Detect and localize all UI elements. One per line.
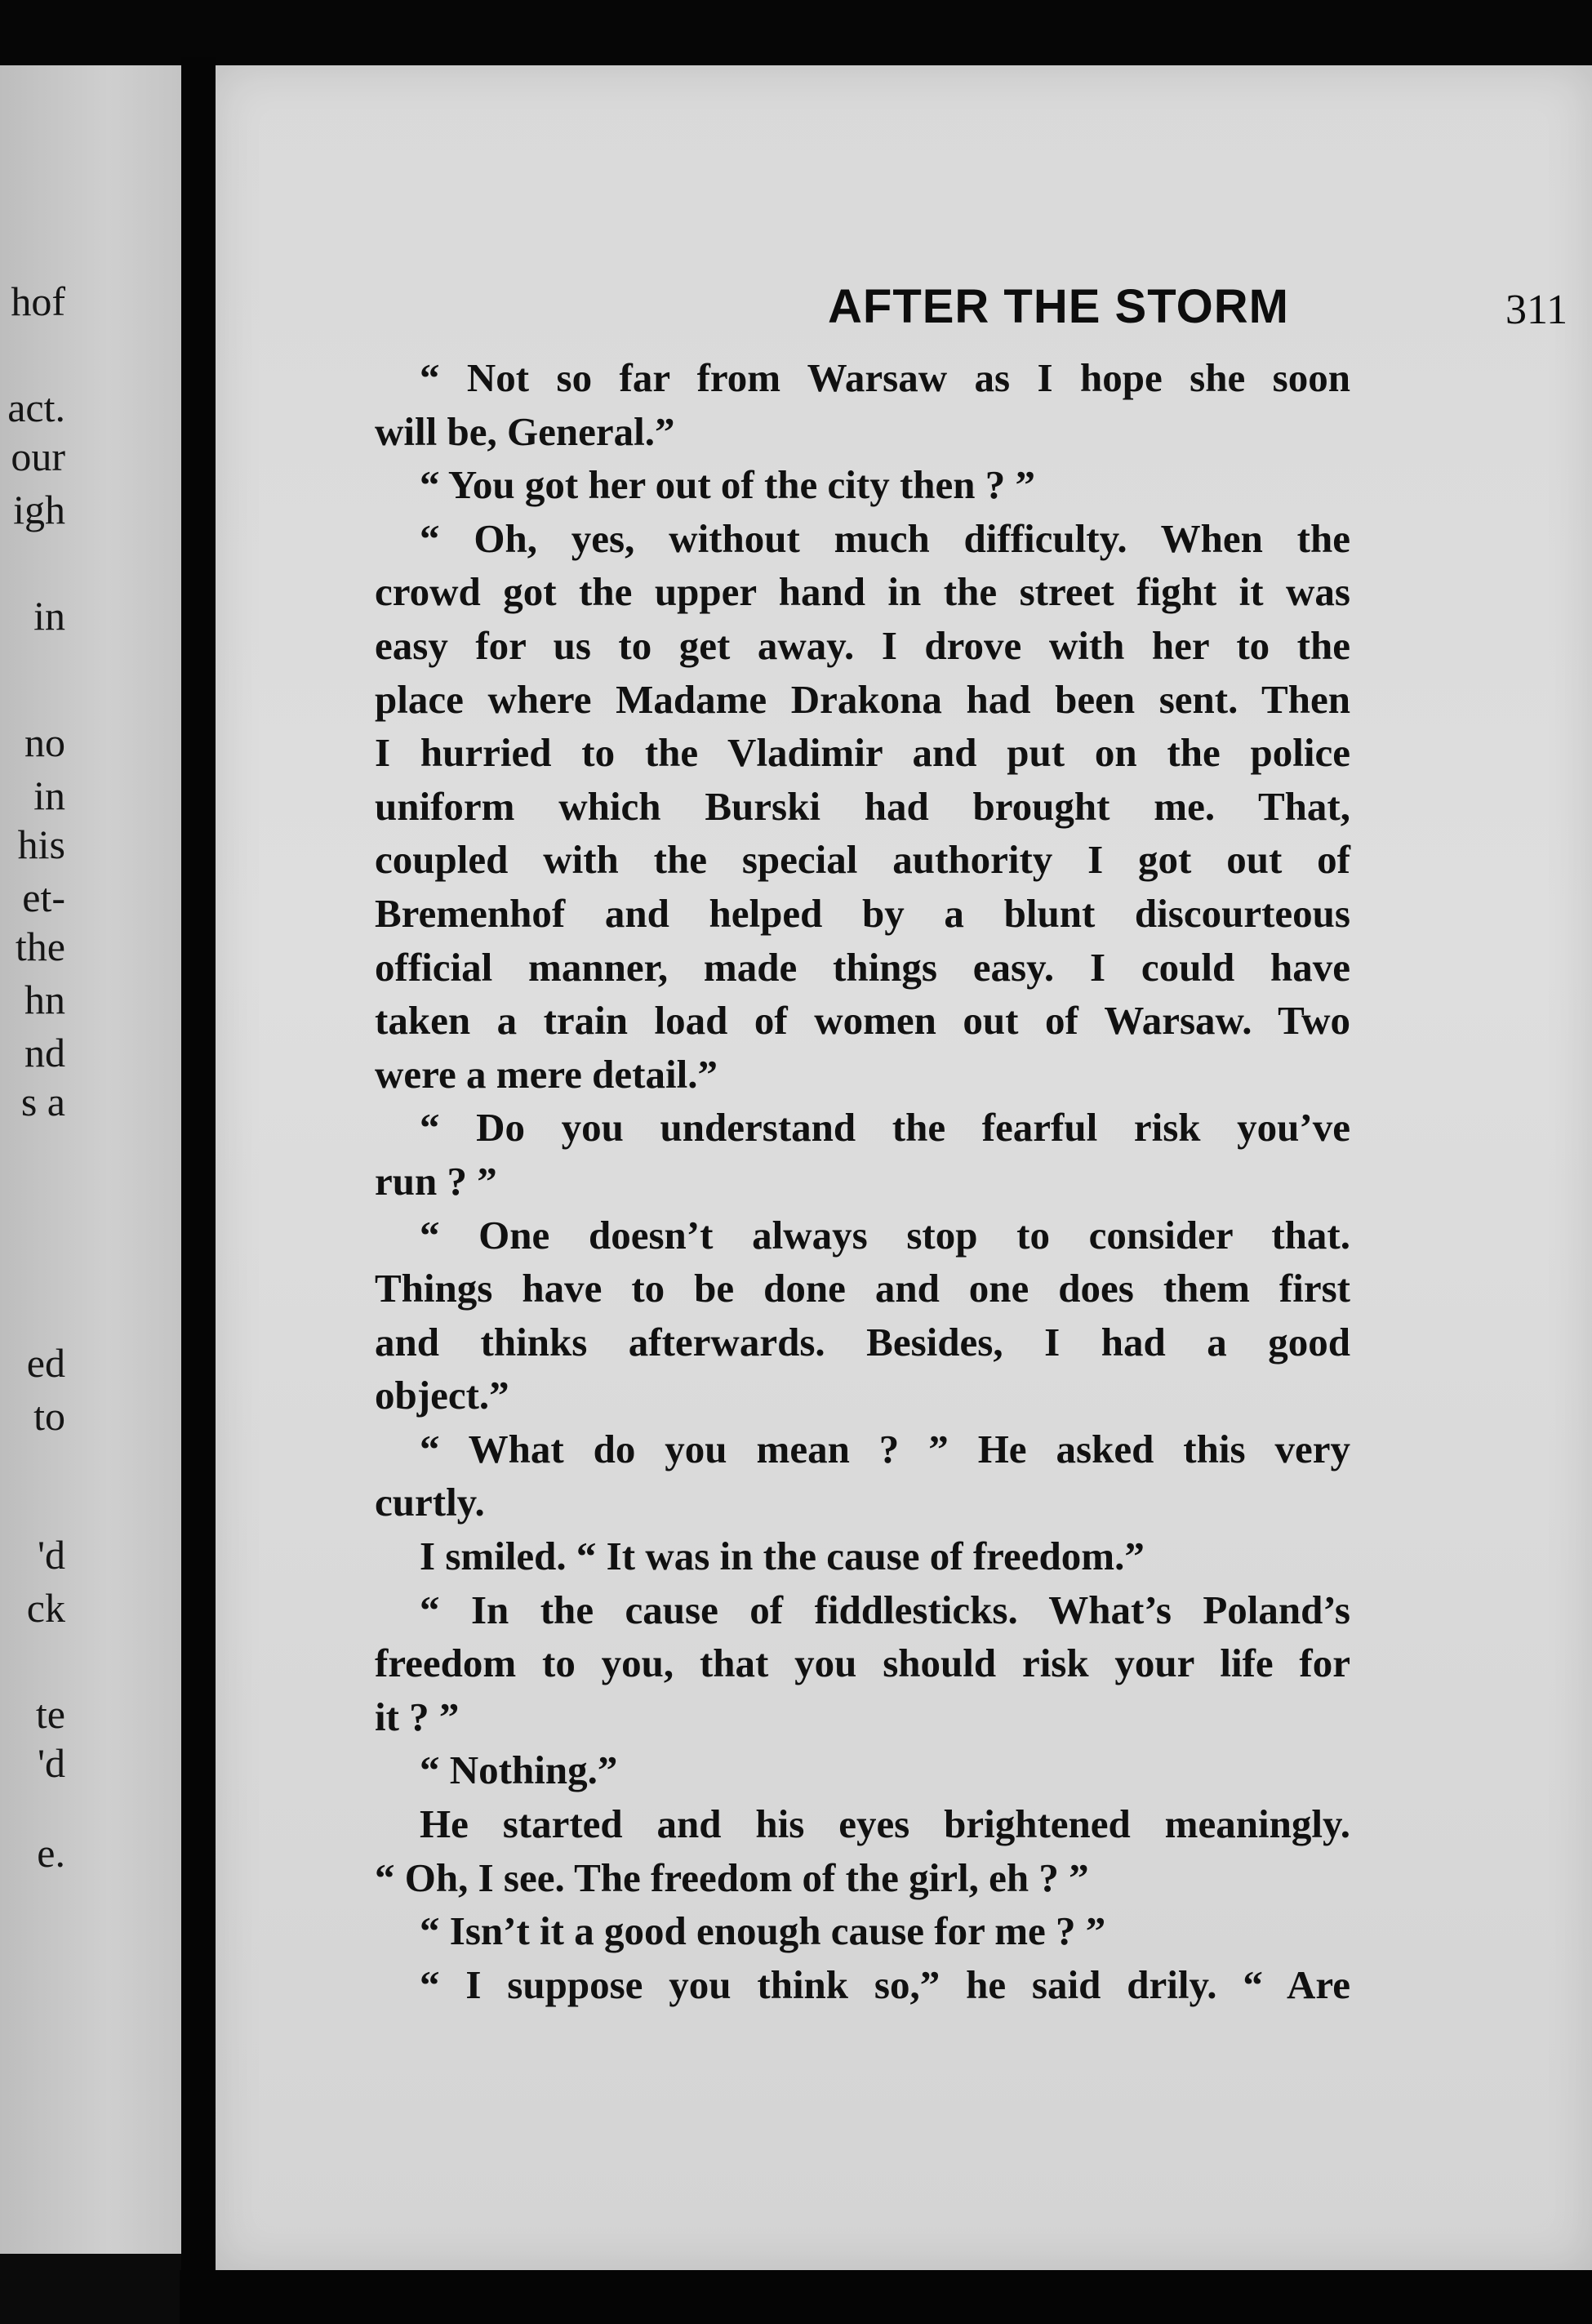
- text-line: “ What do you mean ? ” He asked this very: [420, 1426, 1350, 1471]
- text-line: and thinks afterwards. Besides, I had a good: [375, 1319, 1350, 1365]
- previous-page-fragment: his: [17, 821, 65, 867]
- previous-page-fragment: hof: [11, 278, 65, 324]
- text-line: “ You got her out of the city then ? ”: [420, 462, 1036, 508]
- previous-page-fragments: [0, 65, 181, 2254]
- text-line: “ One doesn’t always stop to consider that.: [420, 1212, 1350, 1258]
- text-line: “ Isn’t it a good enough cause for me ? ”: [420, 1908, 1106, 1954]
- text-line: easy for us to get away. I drove with her to the: [375, 622, 1350, 668]
- text-line: Bremenhof and helped by a blunt discourteous: [375, 890, 1350, 936]
- previous-page-fragment: the: [15, 924, 65, 969]
- text-line: “ Not so far from Warsaw as I hope she soon: [420, 355, 1350, 400]
- text-line: coupled with the special authority I got out of: [375, 837, 1350, 883]
- text-line: uniform which Burski had brought me. That,: [375, 783, 1350, 829]
- text-line: taken a train load of women out of Warsaw. Two: [375, 998, 1350, 1044]
- previous-page-fragment: e.: [37, 1830, 65, 1876]
- previous-page-fragment: nd: [24, 1030, 65, 1075]
- previous-page-fragment: hn: [24, 977, 65, 1022]
- page-number: 311: [1505, 287, 1568, 333]
- text-line: He started and his eyes brightened meaningly.: [420, 1801, 1350, 1847]
- previous-page-fragment: et-: [22, 875, 65, 920]
- previous-page-fragment: in: [33, 593, 65, 639]
- text-line: Things have to be done and one does them first: [375, 1266, 1350, 1311]
- body-text: [375, 351, 1350, 2011]
- previous-page-fragment: ed: [26, 1340, 65, 1386]
- text-line: “ Oh, I see. The freedom of the girl, eh ? ”: [375, 1854, 1089, 1900]
- scan-top-edge: [0, 0, 1592, 65]
- previous-page-strip: [0, 65, 181, 2254]
- text-line: “ Do you understand the fearful risk you’ve: [420, 1105, 1350, 1151]
- text-line: crowd got the upper hand in the street fight it was: [375, 569, 1350, 615]
- scan-bottom-edge: [180, 2270, 1592, 2324]
- previous-page-fragment: no: [24, 719, 65, 765]
- text-line: will be, General.”: [375, 408, 675, 454]
- book-gutter: [181, 57, 216, 2278]
- text-line: “ Nothing.”: [420, 1747, 618, 1793]
- previous-page-fragment: to: [33, 1393, 65, 1439]
- text-line: “ In the cause of fiddlesticks. What’s Poland’s: [420, 1587, 1350, 1632]
- text-line: were a mere detail.”: [375, 1051, 718, 1097]
- book-page: [216, 65, 1592, 2270]
- text-line: “ I suppose you think so,” he said drily. “ Are: [420, 1961, 1350, 2007]
- previous-page-fragment: 'd: [37, 1740, 65, 1786]
- previous-page-fragment: s a: [20, 1079, 65, 1124]
- previous-page-fragment: our: [11, 434, 65, 479]
- text-line: object.”: [375, 1373, 509, 1418]
- text-line: I hurried to the Vladimir and put on the police: [375, 730, 1350, 776]
- running-head: AFTER THE STORM: [828, 280, 1289, 333]
- text-line: I smiled. “ It was in the cause of freedom.”: [420, 1534, 1145, 1579]
- previous-page-fragment: act.: [7, 385, 65, 430]
- text-line: it ? ”: [375, 1694, 460, 1739]
- page-header: [616, 279, 1579, 361]
- text-line: place where Madame Drakona had been sent. Then: [375, 676, 1350, 722]
- previous-page-fragment: te: [35, 1691, 65, 1737]
- text-line: official manner, made things easy. I could have: [375, 944, 1350, 990]
- text-line: run ? ”: [375, 1158, 497, 1204]
- text-line: curtly.: [375, 1480, 485, 1525]
- text-line: freedom to you, that you should risk your life for: [375, 1641, 1350, 1686]
- previous-page-fragment: igh: [13, 487, 65, 532]
- previous-page-fragment: ck: [26, 1585, 65, 1631]
- previous-page-fragment: in: [33, 772, 65, 818]
- previous-page-fragment: 'd: [37, 1532, 65, 1578]
- text-line: “ Oh, yes, without much difficulty. When the: [420, 515, 1350, 561]
